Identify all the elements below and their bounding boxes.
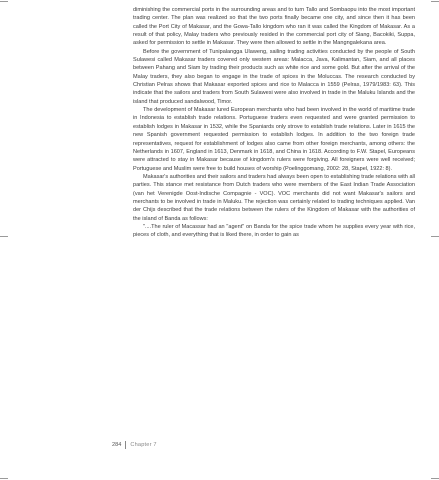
footer-divider	[125, 441, 126, 449]
crop-mark	[431, 236, 439, 237]
page-number: 284	[112, 442, 122, 448]
crop-mark	[0, 478, 8, 479]
crop-mark	[0, 236, 8, 237]
paragraph-1: diminishing the commercial ports in the surrounding areas and to turn Tallo and Sombaopu into the most important trading center. The plan was realized so that the two ports finally became one city, and since then it has been called the Port City of Makasar, and the Gowa-Tallo kingdom who ran it was called the Kingdom of Makasar. As a result of that policy, Malay traders who previously resided in the commercial port city of Siang, Bacokiki, Suppa, asked for permission to settle in Makasar. They were then allowed to settle in the Mangngalekana area.	[133, 7, 415, 47]
page-footer	[112, 441, 157, 449]
crop-mark	[431, 1, 439, 2]
paragraph-3: The development of Makasar lured European merchants who had been involved in the world of maritime trade in Indonesia to establish trade relations. Portuguese traders even requested and were granted permission to establish lodges in Makasar in 1532, while the Spaniards only strove to establish trade relations. Later in 1615 the new Spanish government requested permission to establish lodges. In addition to the two foreign trade representatives, request for establishment of lodges also came from other foreign merchants, among others: the Netherlands in 1607, England in 1613, Denmark in 1618, and China in 1618. According to F.W. Stapel, Europeans were attracted to stay in Makasar because of kingdom's rulers were forgiving. All foreigners were well received; Portuguese and Muslim were free to build houses of worship (Poelinggomang, 2002: 28, Stapel, 1922: 8).	[133, 107, 415, 172]
body-text	[133, 6, 415, 240]
crop-mark	[431, 478, 439, 479]
paragraph-4: Makasar's authorities and their sailors and traders had always been open to establishing trade relations with all parties. This stance met resistance from Dutch traders who were members of the East Indian Trade Association (van het Verenigde Oost-Indische Compagnie - VOC). VOC merchants did not want Makasar's sailors and merchants to be involved in trade in Maluku. The rejection was certainly related to trading techniques applied. Van der Chijs described that the trade relations between the rulers of the Kingdom of Makasar with the authorities of the island of Banda as follows:	[133, 173, 415, 222]
quote-paragraph: "....The ruler of Macassar had an "agent" on Banda for the spice trade whom he supplies every year with rice, pieces of cloth, and everything that is liked there, in order to gain as	[133, 223, 415, 239]
crop-mark	[0, 1, 8, 2]
paragraph-2: Before the government of Tunipalangga Ulaweng, sailing trading activities conducted by the people of South Sulawesi called Makasar traders covered only western areas: Malacca, Java, Kalimantan, Siam, and all places between Pahang and Siam by trading their products such as white rice and some gold. But after the arrival of the Malay traders, they also began to engage in the trade of spices in the Moluccas. The research conducted by Christian Pelras shows that Makasar exported spices and rice to Malacca in 1559 (Pelras, 1979/1983: 63). This indicate that the sailors and traders from South Sulawesi were also involved in trade in the Maluku Islands and the island that produced sandalwood, Timor.	[133, 48, 415, 105]
chapter-label: Chapter 7	[130, 442, 157, 448]
